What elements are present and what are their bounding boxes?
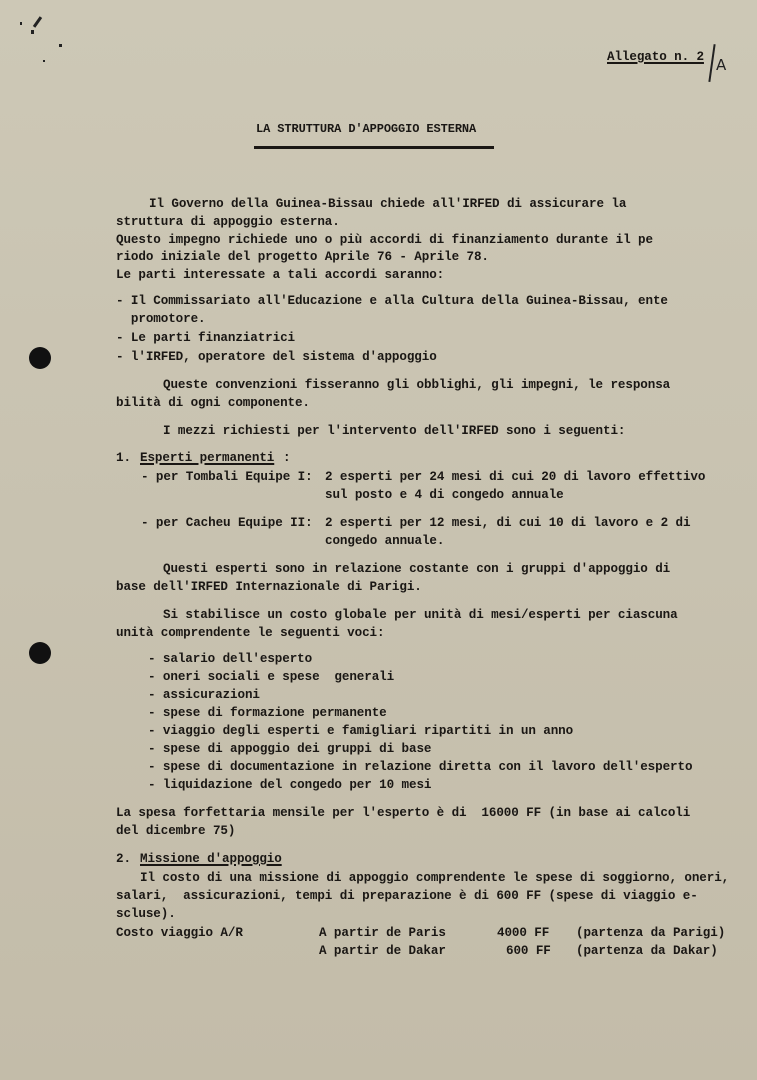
conventions-paragraph: Queste convenzioni fisseranno gli obblighi, gli impegni, le responsa <box>163 378 671 392</box>
intro-paragraph-1: Il Governo della Guinea-Bissau chiede all'IRFED di assicurare la <box>149 197 627 211</box>
team-detail: sul posto e 4 di congedo annuale <box>325 488 564 502</box>
title-rule <box>254 146 494 149</box>
handwritten-suffix: A <box>716 56 727 74</box>
cost-item: - spese di appoggio dei gruppi di base <box>148 742 432 756</box>
cost-item: - viaggio degli esperti e famigliari ripartiti in un anno <box>148 724 574 738</box>
monthly-cost-paragraph: del dicembre 75) <box>116 824 236 838</box>
travel-note: (partenza da Dakar) <box>576 944 718 958</box>
section-2-number: 2. <box>116 852 131 866</box>
intro-paragraph-3: Le parti interessate a tali accordi saranno: <box>116 268 445 282</box>
travel-cost-label: Costo viaggio A/R <box>116 926 243 940</box>
scan-mark <box>59 44 62 47</box>
party-item: promotore. <box>116 312 206 326</box>
punch-hole <box>29 347 51 369</box>
team-label: - per Tombali Equipe I: <box>141 470 313 484</box>
team-detail: congedo annuale. <box>325 534 445 548</box>
cost-item: - assicurazioni <box>148 688 260 702</box>
scan-mark <box>43 60 45 62</box>
scan-mark <box>20 22 22 25</box>
page-title: LA STRUTTURA D'APPOGGIO ESTERNA <box>256 122 477 136</box>
means-intro: I mezzi richiesti per l'intervento dell'IRFED sono i seguenti: <box>163 424 626 438</box>
travel-note: (partenza da Parigi) <box>576 926 726 940</box>
intro-paragraph-1: struttura di appoggio esterna. <box>116 215 340 229</box>
conventions-paragraph: bilità di ogni componente. <box>116 396 310 410</box>
party-item: - Le parti finanziatrici <box>116 331 295 345</box>
team-detail: 2 esperti per 12 mesi, di cui 10 di lavoro e 2 di <box>325 516 691 530</box>
section-1-number: 1. <box>116 451 131 465</box>
cost-paragraph: Si stabilisce un costo globale per unità di mesi/esperti per ciascuna <box>163 608 678 622</box>
cost-item: - liquidazione del congedo per 10 mesi <box>148 778 432 792</box>
attachment-label: Allegato n. 2 <box>607 50 704 64</box>
travel-amount: 600 FF <box>506 944 551 958</box>
handwritten-slash <box>708 44 715 82</box>
travel-origin: A partir de Paris <box>319 926 446 940</box>
scan-mark <box>31 30 34 34</box>
cost-paragraph: unità comprendente le seguenti voci: <box>116 626 385 640</box>
monthly-cost-paragraph: La spesa forfettaria mensile per l'esperto è di 16000 FF (in base ai calcoli <box>116 806 691 820</box>
travel-amount: 4000 FF <box>497 926 550 940</box>
section-1-heading: Esperti permanenti <box>140 451 275 465</box>
relation-paragraph: Questi esperti sono in relazione costante con i gruppi d'appoggio di <box>163 562 671 576</box>
section-2-heading: Missione d'appoggio <box>140 852 282 866</box>
cost-item: - salario dell'esperto <box>148 652 313 666</box>
cost-item: - oneri sociali e spese generali <box>148 670 395 684</box>
team-label: - per Cacheu Equipe II: <box>141 516 313 530</box>
section-1-heading-colon: : <box>283 451 291 465</box>
team-detail: 2 esperti per 24 mesi di cui 20 di lavoro effettivo <box>325 470 706 484</box>
cost-item: - spese di documentazione in relazione diretta con il lavoro dell'esperto <box>148 760 693 774</box>
party-item: - Il Commissariato all'Educazione e alla Cultura della Guinea-Bissau, ente <box>116 294 668 308</box>
punch-hole <box>29 642 51 664</box>
mission-paragraph: salari, assicurazioni, tempi di preparazione è di 600 FF (spese di viaggio e- <box>116 889 698 903</box>
intro-paragraph-2: riodo iniziale del progetto Aprile 76 - Aprile 78. <box>116 250 489 264</box>
party-item: - l'IRFED, operatore del sistema d'appoggio <box>116 350 437 364</box>
scan-mark <box>33 16 42 28</box>
cost-item: - spese di formazione permanente <box>148 706 387 720</box>
mission-paragraph: Il costo di una missione di appoggio comprendente le spese di soggiorno, oneri, <box>140 871 730 885</box>
mission-paragraph: scluse). <box>116 907 176 921</box>
relation-paragraph: base dell'IRFED Internazionale di Parigi. <box>116 580 422 594</box>
travel-origin: A partir de Dakar <box>319 944 446 958</box>
intro-paragraph-2: Questo impegno richiede uno o più accordi di finanziamento durante il pe <box>116 233 653 247</box>
